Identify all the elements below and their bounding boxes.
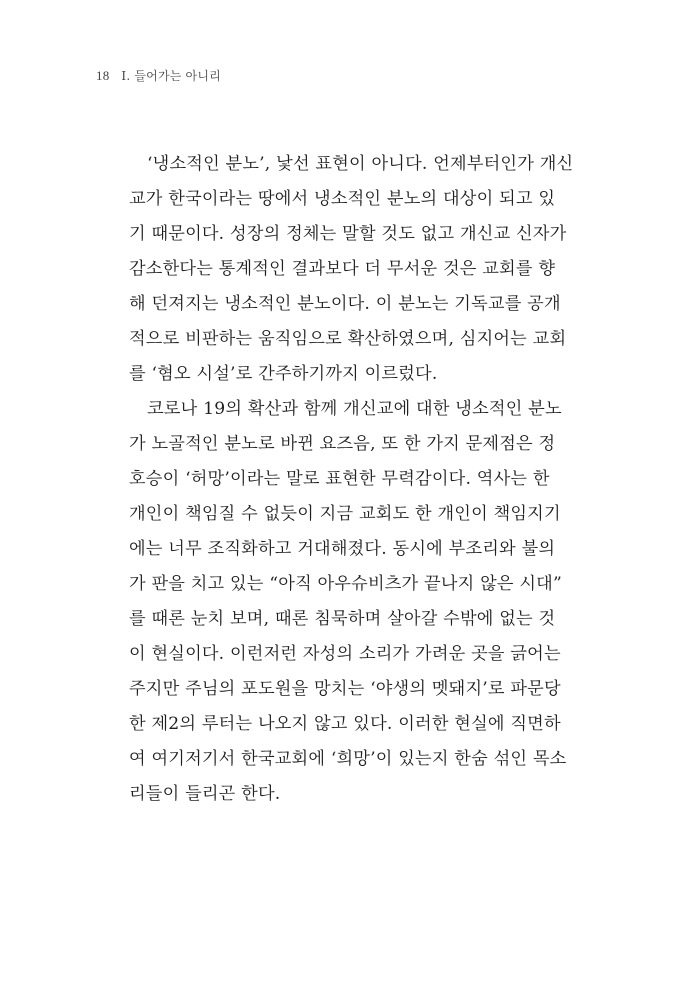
text-line: 적으로 비판하는 움직임으로 확산하였으며, 심지어는 교회 [129, 329, 567, 349]
running-header [96, 67, 221, 84]
text-line: 한 제2의 루터는 나오지 않고 있다. 이러한 현실에 직면하 [129, 714, 561, 734]
text-line: 코로나 19의 확산과 함께 개신교에 대한 냉소적인 분노 [147, 399, 562, 419]
text-line: 감소한다는 통계적인 결과보다 더 무서운 것은 교회를 향 [129, 259, 556, 279]
text-line: 교가 한국이라는 땅에서 냉소적인 분노의 대상이 되고 있 [129, 189, 556, 209]
text-line: 에는 너무 조직화하고 거대해졌다. 동시에 부조리와 불의 [129, 539, 556, 559]
text-line: 를 때론 눈치 보며, 때론 침묵하며 살아갈 수밖에 없는 것 [129, 609, 556, 629]
text-line: 리들이 들리곤 한다. [129, 784, 281, 804]
text-line: 여 여기저기서 한국교회에 ‘희망’이 있는지 한숨 섞인 목소 [129, 749, 567, 769]
page-number: 18 [96, 68, 110, 83]
text-line: 호승이 ‘허망’이라는 말로 표현한 무력감이다. 역사는 한 [129, 469, 550, 489]
text-line: 가 노골적인 분노로 바뀐 요즈음, 또 한 가지 문제점은 정 [129, 434, 556, 454]
text-line: ‘냉소적인 분노’, 낯선 표현이 아니다. 언제부터인가 개신 [147, 154, 574, 174]
paragraph-1 [129, 147, 574, 392]
text-line: 가 판을 치고 있는 “아직 아우슈비츠가 끝나지 않은 시대” [129, 574, 562, 594]
text-line: 해 던져지는 냉소적인 분노이다. 이 분노는 기독교를 공개 [129, 294, 561, 314]
section-title: I. 들어가는 아니리 [121, 69, 221, 83]
text-line: 주지만 주님의 포도원을 망치는 ‘야생의 멧돼지’로 파문당 [129, 679, 561, 699]
text-line: 개인이 책임질 수 없듯이 지금 교회도 한 개인이 책임지기 [129, 504, 561, 524]
paragraph-2 [129, 392, 567, 812]
text-line: 기 때문이다. 성장의 정체는 말할 것도 없고 개신교 신자가 [129, 224, 567, 244]
text-line: 를 ‘혐오 시설’로 간주하기까지 이르렀다. [129, 364, 438, 384]
body-text [129, 147, 574, 812]
text-line: 이 현실이다. 이런저런 자성의 소리가 가려운 곳을 긁어는 [129, 644, 561, 664]
